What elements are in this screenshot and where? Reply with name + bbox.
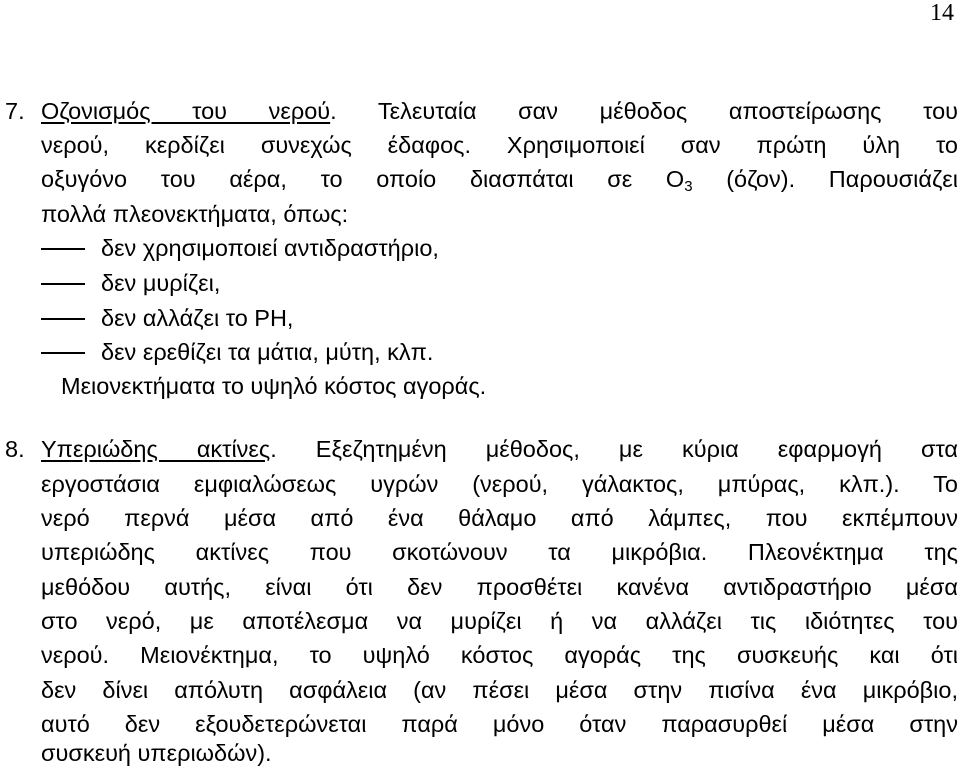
section-8-line: δεν δίνει απόλυτη ασφάλεια (αν πέσει μέσα στην πισίνα ένα μικρόβιο, <box>41 677 958 703</box>
section-7-heading: Οζονισμός του νερού <box>41 98 331 124</box>
advantage-text: δεν μυρίζει, <box>101 270 221 296</box>
section-8-line-1 <box>41 432 958 466</box>
advantage-item <box>41 266 220 300</box>
section-7-line-3-post: (όζον). Παρουσιάζει <box>692 166 958 192</box>
dash-bullet-icon <box>41 283 85 285</box>
dash-bullet-icon <box>41 318 85 320</box>
section-7-line-1-text: . Τελευταία σαν μέθοδος αποστείρωσης του <box>330 98 958 124</box>
advantage-item <box>41 335 433 369</box>
section-8-last-line: συσκευή υπεριωδών). <box>41 740 272 766</box>
section-8-line: εργοστάσια εμφιαλώσεως υγρών (νερού, γάλακτος, μπύρας, κλπ.). Το <box>41 471 958 497</box>
advantage-text: δεν χρησιμοποιεί αντιδραστήριο, <box>101 235 439 261</box>
section-7-line-2: νερού, κερδίζει συνεχώς έδαφος. Χρησιμοποιεί σαν πρώτη ύλη το <box>41 132 958 158</box>
section-8-line: νερό περνά μέσα από ένα θάλαμο από λάμπες, που εκπέμπουν <box>41 505 958 531</box>
section-8-number: 8. <box>5 436 25 462</box>
dash-bullet-icon <box>41 352 85 354</box>
advantage-item <box>41 231 439 265</box>
advantage-text: δεν αλλάζει το PH, <box>101 305 294 331</box>
section-8-heading: Υπεριώδης ακτίνες <box>41 436 271 462</box>
advantage-text: δεν ερεθίζει τα μάτια, μύτη, κλπ. <box>101 339 434 365</box>
ozone-subscript: 3 <box>684 178 693 195</box>
section-7-line-3-pre: οξυγόνο του αέρα, το οποίο διασπάται σε O <box>41 166 685 192</box>
section-8-line: νερού. Μειονέκτημα, το υψηλό κόστος αγοράς της συσκευής και ότι <box>41 642 958 668</box>
section-8-line: μεθόδου αυτής, είναι ότι δεν προσθέτει κανένα αντιδραστήριο μέσα <box>41 574 958 600</box>
section-7-line-4: πολλά πλεονεκτήματα, όπως: <box>41 201 349 227</box>
page-number: 14 <box>930 0 954 26</box>
section-8-line: στο νερό, με αποτέλεσμα να μυρίζει ή να αλλάζει τις ιδιότητες του <box>41 608 958 634</box>
section-8-line-1-text: . Εξεζητημένη μέθοδος, με κύρια εφαρμογή στα <box>270 436 958 462</box>
section-7-number: 7. <box>5 98 25 124</box>
section-7-line-3 <box>41 162 958 196</box>
advantage-item <box>41 301 293 335</box>
dash-bullet-icon <box>41 248 85 250</box>
disadvantage-line: Μειονεκτήματα το υψηλό κόστος αγοράς. <box>61 373 487 399</box>
section-8-line: αυτό δεν εξουδετερώνεται παρά μόνο όταν παρασυρθεί μέσα στην <box>41 711 958 737</box>
section-8-line: υπεριώδης ακτίνες που σκοτώνουν τα μικρόβια. Πλεονέκτημα της <box>41 539 958 565</box>
section-7-line-1 <box>41 94 958 128</box>
